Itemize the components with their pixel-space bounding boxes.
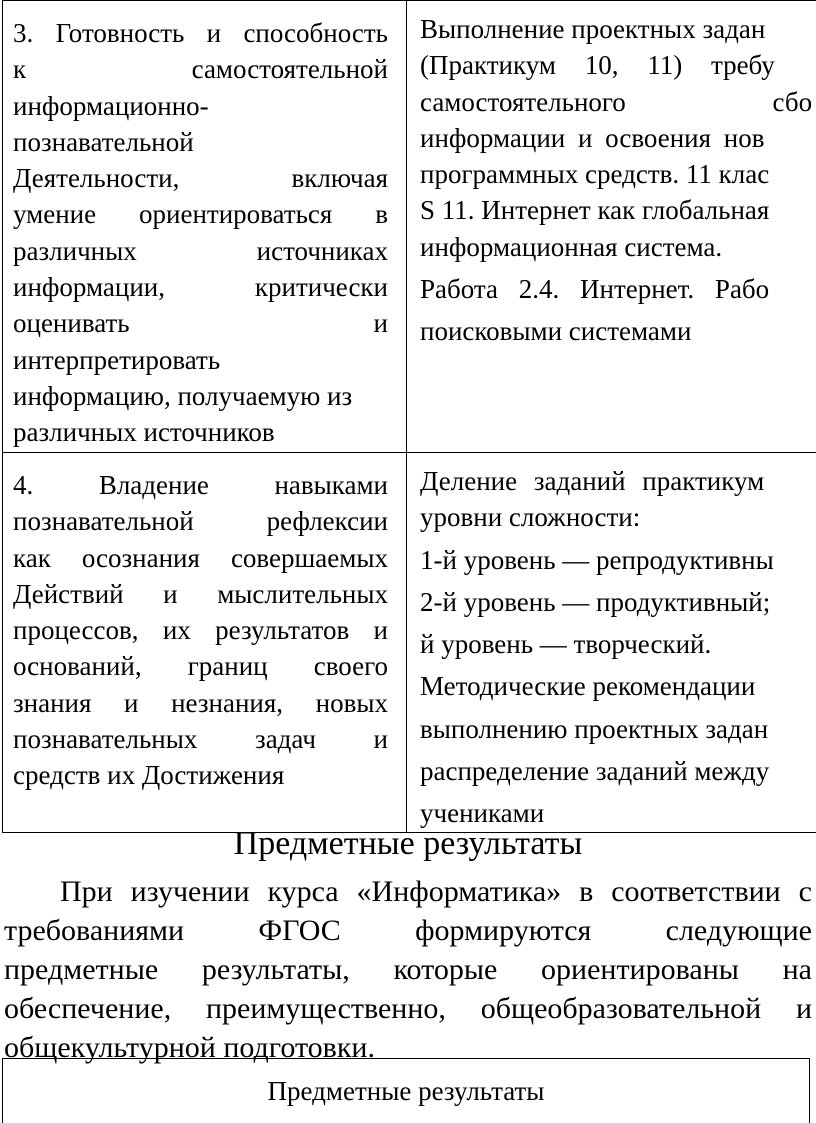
cell-line: знания и незнания, новых <box>13 687 388 718</box>
cell-line: информационная система. <box>420 231 723 262</box>
cell-line: умение ориентироваться в <box>13 199 388 230</box>
cell-line: уровни сложности: <box>420 502 641 533</box>
cell-line: оснований, границ своего <box>13 651 388 682</box>
body-paragraph <box>4 872 812 1067</box>
paragraph-line: предметные результаты, которые ориентированы на <box>4 953 812 986</box>
cell-line: информации, критически <box>13 272 388 303</box>
table-row <box>3 1 816 453</box>
cell-line: информацию, получаемую из <box>13 380 353 411</box>
paragraph-line: При изучении курса «Информатика» в соответствии с <box>60 875 812 908</box>
cell-line: выполнению проектных задан <box>420 713 769 744</box>
cell-line: учениками <box>420 798 545 829</box>
cell-line: познавательной рефлексии <box>13 506 388 537</box>
cell-line: поисковыми системами <box>420 316 692 347</box>
activity-cell <box>407 1 816 453</box>
cell-line: Выполнение проектных задан <box>420 14 766 44</box>
cell-line: распределение заданий между <box>420 756 770 787</box>
cell-line: 1-й уровень — репродуктивны <box>420 544 774 575</box>
paragraph-line: обеспечение, преимущественно, общеобразовательной и <box>4 992 812 1025</box>
cell-line: к самостоятельной <box>13 54 388 85</box>
cell-line: самостоятельного сбо <box>420 86 813 117</box>
competency-table <box>2 0 816 833</box>
paragraph-line: требованиями ФГОС формируются следующие <box>4 914 812 947</box>
competency-cell <box>3 453 407 833</box>
cell-line: информационно- <box>13 90 209 121</box>
cell-line: познавательной <box>13 126 194 157</box>
cell-line: программных средств. 11 клас <box>420 159 770 190</box>
competency-cell <box>3 1 407 453</box>
cell-line: 3. Готовность и способность <box>13 18 388 48</box>
cell-line: S 11. Интернет как глобальная <box>420 195 770 226</box>
cell-line: й уровень — творческий. <box>420 629 712 660</box>
cell-line: оценивать и <box>13 308 388 339</box>
cell-line: (Практикум 10, 11) требу <box>420 50 775 81</box>
cell-line: Действий и мыслительных <box>13 578 388 609</box>
cell-line: средств их Достижения <box>13 760 285 791</box>
paragraph-line: общекультурной подготовки. <box>4 1031 375 1064</box>
cell-line: как осознания совершаемых <box>13 542 388 573</box>
cell-line: 2-й уровень — продуктивный; <box>420 586 771 617</box>
cell-line: познавательных задач и <box>13 724 388 755</box>
cell-line: Деление заданий практикум <box>420 466 765 496</box>
cell-line: информации и освоения нов <box>420 122 765 153</box>
activity-cell <box>407 453 816 833</box>
cell-line: различных источниках <box>13 235 388 266</box>
cell-line: различных источников <box>13 417 275 448</box>
cell-line: процессов, их результатов и <box>13 615 388 646</box>
section-heading: Предметные результаты <box>233 825 583 862</box>
cell-line: Деятельности, включая <box>13 163 388 194</box>
results-table-header-label: Предметные результаты <box>267 1076 545 1106</box>
cell-line: интерпретировать <box>13 344 221 375</box>
table-row <box>3 453 816 833</box>
cell-line: Работа 2.4. Интернет. Рабо <box>420 274 770 305</box>
results-table-header <box>2 1058 810 1123</box>
cell-line: Методические рекомендации <box>420 671 756 702</box>
cell-line: 4. Владение навыками <box>13 470 388 500</box>
